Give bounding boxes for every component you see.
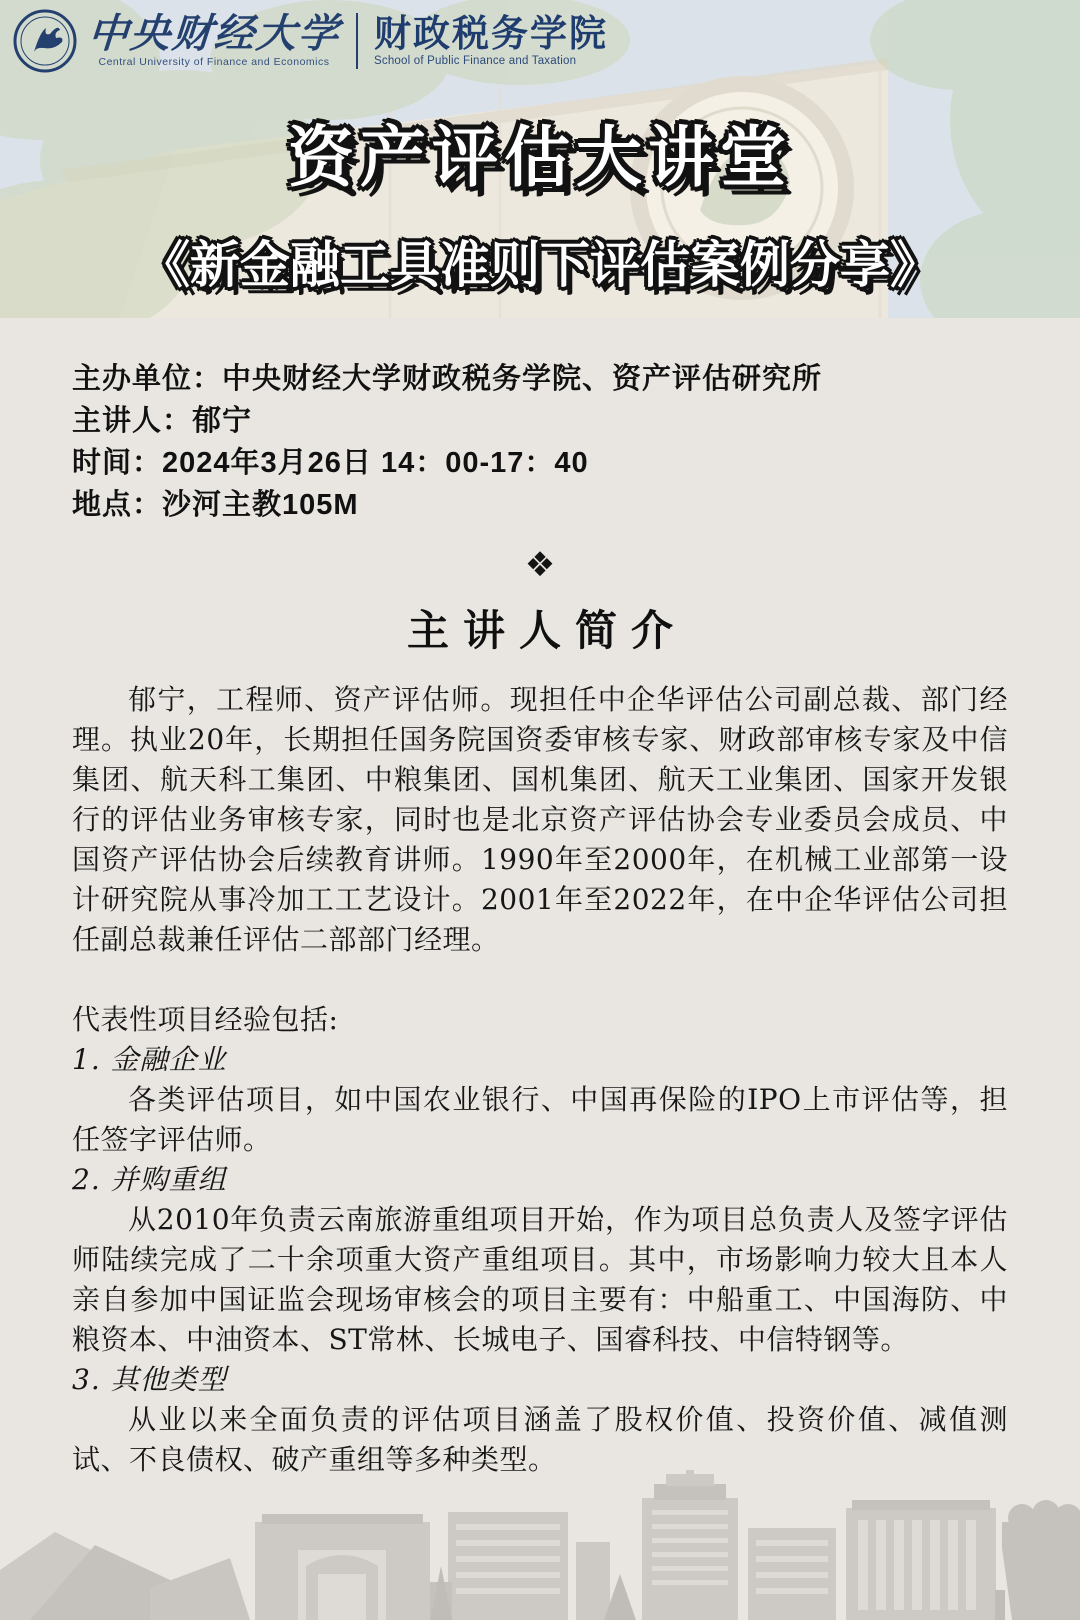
school-name-block xyxy=(374,12,608,68)
experience-item xyxy=(72,1360,1008,1480)
school-name-en: School of Public Finance and Taxation xyxy=(374,54,577,67)
banner xyxy=(0,0,1080,318)
experience-section xyxy=(72,1000,1008,1480)
poster-title: 资产评估大讲堂 xyxy=(288,118,792,196)
experience-item xyxy=(72,1040,1008,1160)
speaker-intro-heading: 主讲人简介 xyxy=(406,606,687,655)
event-details xyxy=(72,358,1008,526)
header-bar xyxy=(12,8,608,74)
experience-heading: 代表性项目经验包括: xyxy=(72,1003,339,1036)
university-name-en: Central University of Finance and Economics xyxy=(98,56,330,69)
header-divider xyxy=(356,13,358,69)
title-block xyxy=(0,104,1080,297)
experience-item-body: 从2010年负责云南旅游重组项目开始，作为项目总负责人及签字评估师陆续完成了二十余项重大资产重组项目。其中，市场影响力较大且本人亲自参加中国证监会现场审核会的项目主要有：中船重工、中国海防、中粮资本、中油资本、ST常林、长城电子、国睿科技、中信特钢等。 xyxy=(72,1203,1008,1356)
poster-subtitle: 《新金融工具准则下评估案例分享》 xyxy=(140,235,940,294)
experience-item-title: 3. 其他类型 xyxy=(72,1363,227,1396)
experience-item-body: 从业以来全面负责的评估项目涵盖了股权价值、投资价值、减值测试、不良债权、破产重组等多种类型。 xyxy=(72,1403,1008,1476)
experience-item-body: 各类评估项目，如中国农业银行、中国再保险的IPO上市评估等，担任签字评估师。 xyxy=(72,1083,1008,1156)
school-name-cn: 财政税务学院 xyxy=(374,12,608,54)
detail-line-organizer: 主办单位：中央财经大学财政税务学院、资产评估研究所 xyxy=(72,363,823,395)
experience-item-title: 1. 金融企业 xyxy=(72,1043,227,1076)
university-seal-icon xyxy=(12,8,78,74)
campus-skyline-graphic xyxy=(0,1470,1080,1620)
university-name-block xyxy=(86,10,342,69)
detail-line-speaker: 主讲人：郁宁 xyxy=(72,405,253,437)
speaker-bio: 郁宁，工程师、资产评估师。现担任中企华评估公司副总裁、部门经理。执业20年，长期担任国务院国资委审核专家、财政部审核专家及中信集团、航天科工集团、中粮集团、国机集团、航天工业集团、国家开发银行的评估业务审核专家，同时也是北京资产评估协会专业委员会成员、中国资产评估协会后续教育讲师。1990年至2000年，在机械工业部第一设计研究院从事冷加工工艺设计。2001年至2022年，在中企华评估公司担任副总裁兼任评估二部部门经理。 xyxy=(72,683,1008,956)
university-name-cn: 中央财经大学 xyxy=(86,10,342,58)
detail-line-location: 地点：沙河主教105M xyxy=(72,489,359,521)
experience-item xyxy=(72,1160,1008,1360)
diamond-ornament-icon: ❖ xyxy=(524,545,556,585)
detail-line-time: 时间：2024年3月26日 14：00-17：40 xyxy=(72,447,589,479)
poster-body xyxy=(0,318,1080,1480)
experience-item-title: 2. 并购重组 xyxy=(72,1163,227,1196)
